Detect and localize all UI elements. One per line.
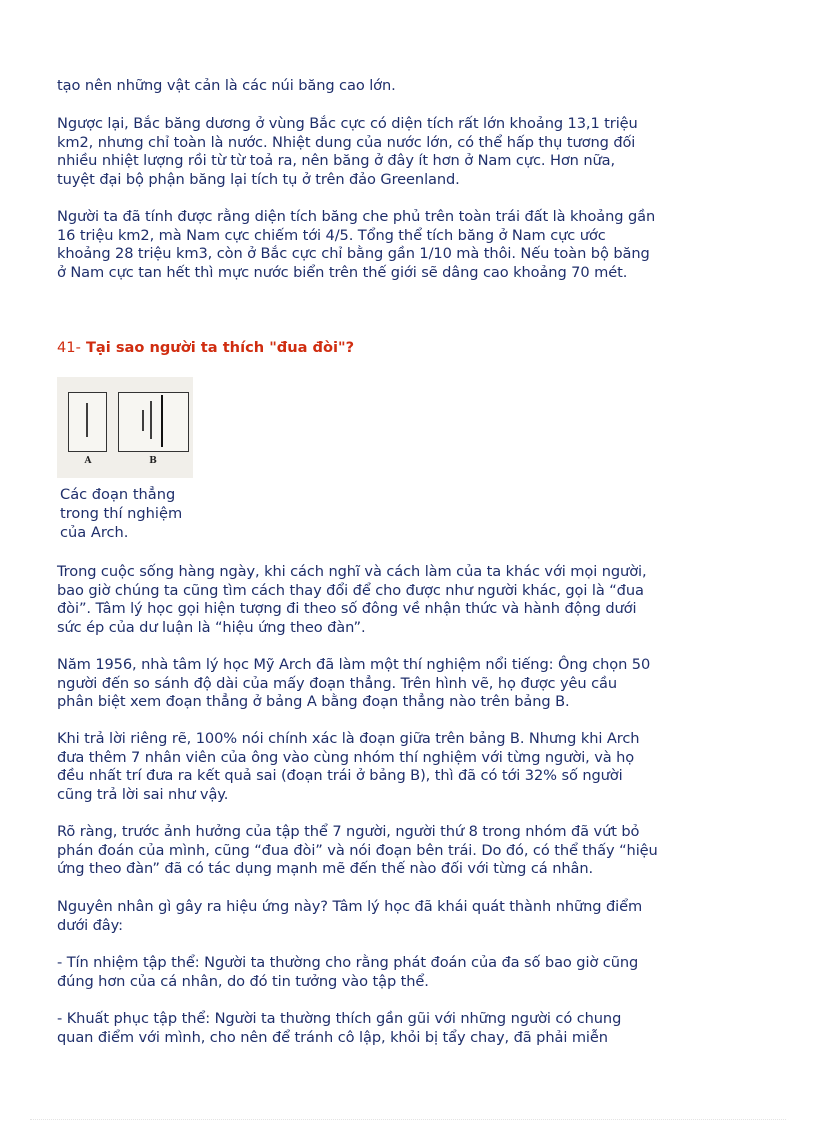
- text-line: 16 triệu km2, mà Nam cực chiếm tới 4/5. Tổng thể tích băng ở Nam cực ước: [57, 226, 606, 244]
- text-line: Khi trả lời riêng rẽ, 100% nói chính xác là đoạn giữa trên bảng B. Nhưng khi Arch: [57, 730, 640, 747]
- page-bottom-rule: [30, 1119, 786, 1120]
- caption-line: trong thí nghiệm: [60, 505, 183, 522]
- text-line: sức ép của dư luận là “hiệu ứng theo đàn”.: [57, 619, 366, 637]
- board-b: [119, 393, 189, 452]
- paragraph: [57, 823, 737, 879]
- text-line: quan điểm với mình, cho nên để tránh cô lập, khỏi bị tẩy chay, đã phải miễn: [57, 1028, 608, 1046]
- text-line: tuyệt đại bộ phận băng lại tích tụ ở trên đảo Greenland.: [57, 171, 460, 189]
- board-a-label: A: [84, 456, 92, 466]
- caption-line: Các đoạn thẳng: [60, 486, 176, 503]
- text-line: người đến so sánh độ dài của mấy đoạn thẳng. Trên hình vẽ, họ được yêu cầu: [57, 674, 618, 692]
- text-line: khoảng 28 triệu km3, còn ở Bắc cực chỉ bằng gần 1/10 mà thôi. Nếu toàn bộ băng: [57, 245, 650, 263]
- text-line: đúng hơn của cá nhân, do đó tin tưởng vào tập thể.: [57, 972, 429, 990]
- section-number: 41-: [57, 339, 81, 356]
- text-line: đòi”. Tâm lý học gọi hiện tượng đi theo số đông về nhận thức và hành động dưới: [57, 600, 637, 618]
- text-line: Rõ ràng, trước ảnh hưởng của tập thể 7 người, người thứ 8 trong nhóm đã vứt bỏ: [57, 823, 640, 840]
- text-line: đưa thêm 7 nhân viên của ông vào cùng nhóm thí nghiệm với từng người, và họ: [57, 748, 635, 766]
- text-line: - Khuất phục tập thể: Người ta thường thích gần gũi với những người có chung: [57, 1010, 622, 1027]
- section-title: Tại sao người ta thích "đua đòi"?: [85, 339, 355, 356]
- text-line: nhiều nhiệt lượng rồi từ từ toả ra, nên băng ở đây ít hơn ở Nam cực. Hơn nữa,: [57, 152, 616, 170]
- figure-caption: [60, 485, 200, 542]
- paragraph: [57, 208, 737, 283]
- text-line: dưới đây:: [57, 916, 123, 934]
- paragraph: [57, 115, 737, 190]
- paragraph: [57, 1010, 737, 1047]
- paragraph: [57, 898, 737, 935]
- text-line: đều nhất trí đưa ra kết quả sai (đoạn trái ở bảng B), thì đã có tới 32% số người: [57, 767, 623, 785]
- paragraph: [57, 77, 737, 96]
- text-line: ở Nam cực tan hết thì mực nước biển trên thế giới sẽ dâng cao khoảng 70 mét.: [57, 264, 628, 282]
- text-line: ứng theo đàn” đã có tác dụng mạnh mẽ đến thế nào đối với từng cá nhân.: [57, 860, 594, 878]
- text-line: phân biệt xem đoạn thẳng ở bảng A bằng đoạn thẳng nào trên bảng B.: [57, 693, 570, 711]
- text-line: Trong cuộc sống hàng ngày, khi cách nghĩ và cách làm của ta khác với mọi người,: [57, 563, 647, 580]
- section-heading: [57, 339, 354, 356]
- text-line: tạo nên những vật cản là các núi băng cao lớn.: [57, 77, 396, 94]
- paragraph: [57, 954, 737, 991]
- paragraph: [57, 730, 737, 805]
- board-b-label: B: [149, 456, 157, 466]
- paragraph: [57, 656, 737, 712]
- lines-diagram: [57, 377, 193, 478]
- text-line: bao giờ chúng ta cũng tìm cách thay đổi để cho được như người khác, gọi là “đua: [57, 581, 644, 599]
- text-line: phán đoán của mình, cũng “đua đòi” và nói đoạn bên trái. Do đó, có thể thấy “hiệu: [57, 841, 658, 859]
- text-line: Năm 1956, nhà tâm lý học Mỹ Arch đã làm một thí nghiệm nổi tiếng: Ông chọn 50: [57, 656, 651, 673]
- text-line: km2, nhưng chỉ toàn là nước. Nhiệt dung của nước lớn, có thể hấp thụ tương đối: [57, 133, 636, 151]
- asch-lines-figure: [57, 377, 193, 478]
- text-line: Nguyên nhân gì gây ra hiệu ứng này? Tâm lý học đã khái quát thành những điểm: [57, 898, 643, 915]
- text-line: - Tín nhiệm tập thể: Người ta thường cho rằng phát đoán của đa số bao giờ cũng: [57, 954, 639, 971]
- text-line: cũng trả lời sai như vậy.: [57, 786, 229, 804]
- text-line: Người ta đã tính được rằng diện tích băng che phủ trên toàn trái đất là khoảng gần: [57, 208, 656, 225]
- caption-line: của Arch.: [60, 524, 129, 541]
- text-line: Ngược lại, Bắc băng dương ở vùng Bắc cực có diện tích rất lớn khoảng 13,1 triệu: [57, 115, 638, 132]
- paragraph: [57, 563, 737, 638]
